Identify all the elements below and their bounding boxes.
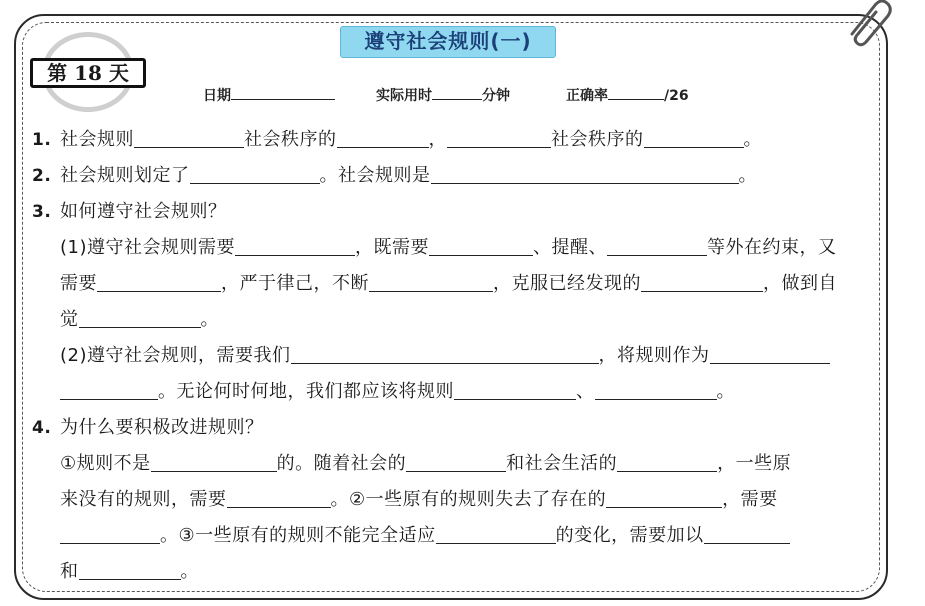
text: ①规则不是	[60, 453, 151, 474]
text: 。②一些原有的规则失去了存在的	[330, 489, 607, 510]
text: 。社会规则是	[319, 165, 431, 186]
text: ，既需要	[355, 237, 429, 258]
time-field	[376, 84, 510, 105]
paperclip-icon	[840, 0, 900, 56]
text: 。	[180, 561, 199, 582]
text: 社会秩序的	[551, 129, 644, 150]
answer-blank[interactable]	[710, 341, 830, 364]
text: ，一些原	[717, 453, 792, 474]
text: 。③一些原有的规则不能完全适应	[160, 525, 436, 546]
text: 的。随着社会的	[276, 453, 407, 474]
text: 。	[200, 309, 219, 330]
date-blank[interactable]	[231, 84, 335, 100]
answer-blank[interactable]	[617, 449, 717, 472]
text: 的变化，需要加以	[555, 525, 704, 546]
answer-blank[interactable]	[291, 341, 599, 364]
text: 等外在约束，又	[707, 237, 837, 258]
answer-blank[interactable]	[79, 305, 201, 328]
text: ，严于律己，不断	[221, 273, 369, 294]
answer-blank[interactable]	[97, 269, 221, 292]
text: 。	[743, 129, 762, 150]
question-stem: 为什么要积极改进规则？	[60, 417, 264, 438]
text: 需要	[60, 273, 97, 294]
answer-blank[interactable]	[79, 557, 181, 580]
question-3	[32, 194, 872, 230]
answer-blank[interactable]	[227, 485, 331, 508]
answer-blank[interactable]	[60, 377, 158, 400]
answer-blank[interactable]	[704, 521, 790, 544]
day-label: 第 18 天	[30, 58, 146, 88]
answer-blank[interactable]	[337, 125, 429, 148]
question-4-line-1	[32, 446, 872, 482]
answer-blank[interactable]	[641, 269, 763, 292]
question-3-part-1	[32, 230, 872, 266]
answer-blank[interactable]	[190, 161, 320, 184]
question-4-line-3	[32, 518, 872, 554]
accuracy-field	[566, 84, 689, 105]
question-number: 2.	[32, 166, 52, 186]
answer-blank[interactable]	[151, 449, 277, 472]
question-3-part-2	[32, 338, 872, 374]
text: 。无论何时何地，我们都应该将规则	[158, 381, 454, 402]
answer-blank[interactable]	[606, 485, 722, 508]
question-3-part-2-cont	[32, 374, 872, 410]
accuracy-total: /26	[664, 88, 689, 104]
text: 、	[576, 381, 595, 402]
answer-blank[interactable]	[454, 377, 576, 400]
answer-blank[interactable]	[431, 161, 739, 184]
answer-blank[interactable]	[436, 521, 556, 544]
answer-blank[interactable]	[447, 125, 551, 148]
question-3-part-1-cont	[32, 266, 872, 302]
question-2	[32, 158, 872, 194]
answer-blank[interactable]	[235, 233, 355, 256]
text: 觉	[60, 309, 79, 330]
text: 。	[716, 381, 735, 402]
text: ，需要	[722, 489, 778, 510]
date-label: 日期	[203, 88, 231, 104]
question-4-line-4	[32, 554, 872, 590]
time-unit: 分钟	[482, 88, 510, 104]
text: ，克服已经发现的	[493, 273, 641, 294]
question-number: 4.	[32, 418, 52, 438]
page-title: 遵守社会规则(一)	[340, 26, 556, 58]
answer-blank[interactable]	[429, 233, 533, 256]
answer-blank[interactable]	[595, 377, 717, 400]
answer-blank[interactable]	[607, 233, 707, 256]
text: ，做到自	[763, 273, 837, 294]
text: 。	[738, 165, 757, 186]
text: ，	[428, 129, 447, 150]
text: ，将规则作为	[598, 345, 710, 366]
text: 来没有的规则，需要	[60, 489, 227, 510]
text: (2)遵守社会规则，需要我们	[60, 345, 291, 366]
question-stem: 如何遵守社会规则？	[60, 201, 227, 222]
day-badge	[30, 32, 148, 112]
text: 社会规则	[60, 129, 134, 150]
text: (1)遵守社会规则需要	[60, 237, 235, 258]
answer-blank[interactable]	[644, 125, 744, 148]
answer-blank[interactable]	[406, 449, 506, 472]
text: 、提醒、	[533, 237, 607, 258]
text: 和社会生活的	[506, 453, 618, 474]
question-1	[32, 122, 872, 158]
accuracy-blank[interactable]	[608, 84, 664, 100]
accuracy-label: 正确率	[566, 88, 608, 104]
answer-blank[interactable]	[60, 521, 160, 544]
answer-blank[interactable]	[369, 269, 493, 292]
answer-blank[interactable]	[134, 125, 244, 148]
question-number: 3.	[32, 202, 52, 222]
time-blank[interactable]	[432, 84, 482, 100]
question-3-part-1-end	[32, 302, 872, 338]
question-4-line-2	[32, 482, 872, 518]
time-label: 实际用时	[376, 88, 432, 104]
question-4	[32, 410, 872, 446]
question-number: 1.	[32, 130, 52, 150]
date-field	[203, 84, 335, 105]
text: 社会规则划定了	[60, 165, 190, 186]
text: 和	[60, 561, 79, 582]
worksheet-content	[32, 122, 872, 590]
text: 社会秩序的	[244, 129, 337, 150]
